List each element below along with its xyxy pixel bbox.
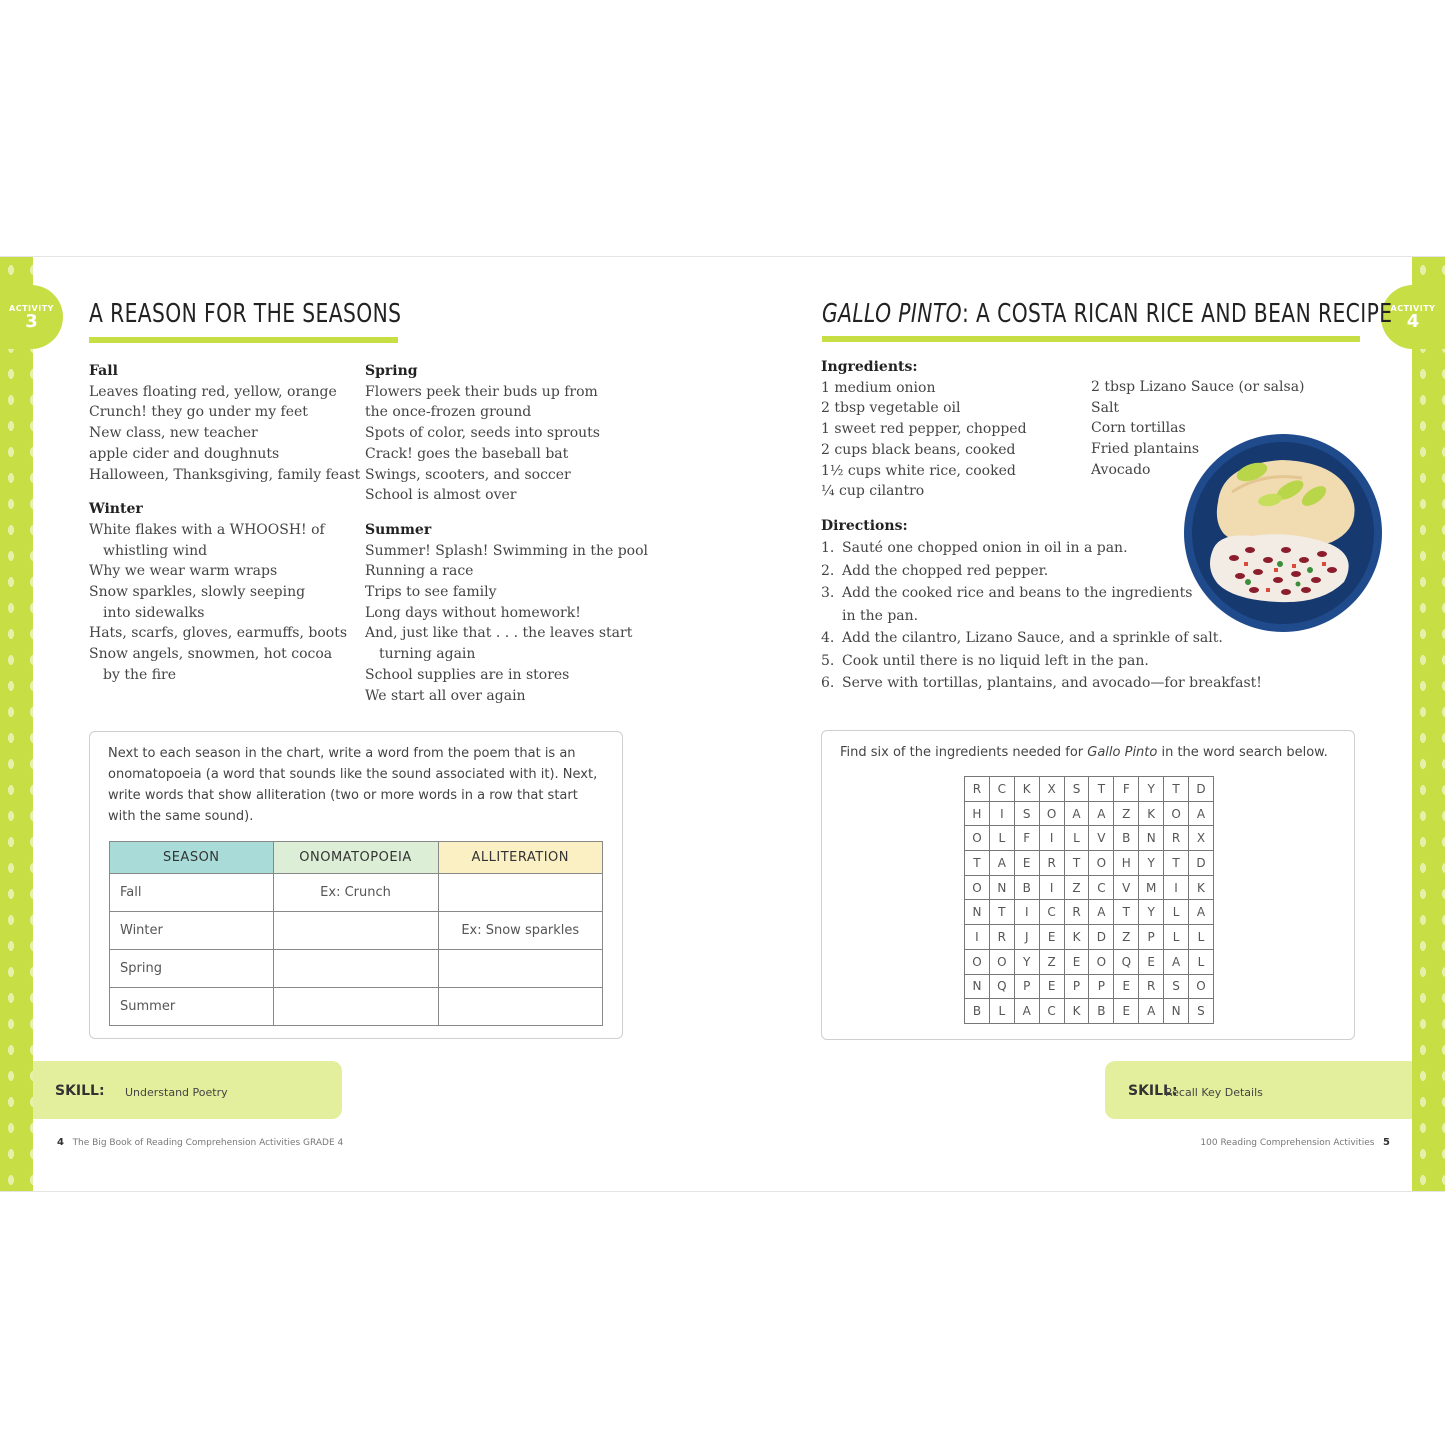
grid-letter[interactable]: M: [1139, 875, 1164, 900]
stanza-heading: Fall: [89, 363, 118, 379]
grid-letter[interactable]: Z: [1114, 801, 1139, 826]
grid-letter[interactable]: O: [1189, 974, 1214, 999]
grid-row: [965, 974, 1214, 999]
onomatopoeia-cell[interactable]: [273, 988, 438, 1026]
grid-row: [965, 999, 1214, 1024]
skill-label: SKILL:: [1128, 1083, 1178, 1099]
alliteration-cell[interactable]: [438, 950, 602, 988]
grid-letter[interactable]: A: [1139, 999, 1164, 1024]
ingredient-item: 2 tbsp vegetable oil: [821, 400, 961, 417]
grid-letter[interactable]: C: [989, 777, 1014, 802]
grid-letter[interactable]: I: [1164, 875, 1189, 900]
direction-step: 2. Add the chopped red pepper.: [821, 562, 1049, 579]
grid-row: [965, 777, 1214, 802]
grid-letter[interactable]: R: [1039, 851, 1064, 876]
activity-label: ACTIVITY: [1390, 304, 1436, 313]
footer-right: [1200, 1137, 1390, 1148]
grid-letter[interactable]: D: [1189, 851, 1214, 876]
activity-number: 4: [1406, 311, 1420, 332]
poem-line: Swings, scooters, and soccer: [365, 466, 571, 483]
grid-letter[interactable]: O: [989, 949, 1014, 974]
grid-letter[interactable]: A: [1089, 900, 1114, 925]
poem-line: Crunch! they go under my feet: [89, 404, 308, 421]
poem-line: Why we wear warm wraps: [89, 563, 278, 580]
skill-value: Understand Poetry: [125, 1086, 228, 1099]
onomatopoeia-cell[interactable]: [273, 950, 438, 988]
stanza-heading: Winter: [89, 501, 143, 518]
grid-letter[interactable]: A: [1164, 949, 1189, 974]
directions-heading-wrap: [821, 516, 908, 537]
poem-line: Crack! goes the baseball bat: [365, 445, 569, 462]
grid-letter[interactable]: P: [1064, 974, 1089, 999]
grid-letter[interactable]: Z: [1039, 949, 1064, 974]
grid-letter[interactable]: V: [1089, 826, 1114, 851]
grid-letter[interactable]: X: [1189, 826, 1214, 851]
grid-letter[interactable]: N: [1139, 826, 1164, 851]
poem-line: Hats, scarfs, gloves, earmuffs, boots: [89, 625, 348, 642]
grid-letter[interactable]: A: [1089, 801, 1114, 826]
poem-line: And, just like that . . . the leaves start: [365, 625, 633, 642]
poem-line: Spots of color, seeds into sprouts: [365, 425, 600, 442]
instructions-text: Next to each season in the chart, write a word from the poem that is an onomatopoeia (a word that sounds like the sound associated with it). Next, write words that show alliteration (two or more words in a row that start with the same sound).: [108, 746, 598, 824]
activity-label: ACTIVITY: [9, 304, 54, 313]
grid-letter[interactable]: Z: [1064, 875, 1089, 900]
grid-letter[interactable]: Y: [1014, 949, 1039, 974]
grid-letter[interactable]: E: [1114, 999, 1139, 1024]
grid-letter[interactable]: A: [989, 851, 1014, 876]
ingredient-item: Avocado: [1091, 461, 1151, 478]
grid-letter[interactable]: O: [965, 949, 990, 974]
ingredient-item: 1½ cups white rice, cooked: [821, 462, 1016, 479]
grid-letter[interactable]: L: [1189, 925, 1214, 950]
poem-line: Summer! Splash! Swimming in the pool: [365, 542, 648, 559]
table-row: [110, 988, 603, 1026]
title-underline: [89, 337, 398, 343]
grid-letter[interactable]: D: [1089, 925, 1114, 950]
grid-letter[interactable]: T: [1089, 777, 1114, 802]
grid-letter[interactable]: O: [1089, 851, 1114, 876]
table-row: [110, 874, 603, 912]
page-number: 5: [1383, 1137, 1390, 1148]
table-row: [110, 912, 603, 950]
skill-banner-left: [33, 1061, 342, 1119]
skill-banner-right: [1105, 1061, 1412, 1119]
season-chart: [109, 841, 603, 1026]
page-number: 4: [57, 1137, 64, 1148]
grid-letter[interactable]: Y: [1139, 851, 1164, 876]
grid-letter[interactable]: H: [965, 801, 990, 826]
alliteration-cell[interactable]: [438, 874, 602, 912]
stanza-heading: Summer: [365, 521, 432, 538]
grid-letter[interactable]: Q: [1114, 949, 1139, 974]
grid-letter[interactable]: F: [1114, 777, 1139, 802]
skill-value: Recall Key Details: [1165, 1086, 1263, 1099]
grid-letter[interactable]: K: [1014, 777, 1039, 802]
grid-letter[interactable]: N: [989, 875, 1014, 900]
grid-letter[interactable]: E: [1039, 974, 1064, 999]
grid-letter[interactable]: Y: [1139, 900, 1164, 925]
grid-letter[interactable]: I: [1014, 900, 1039, 925]
grid-letter[interactable]: N: [965, 974, 990, 999]
grid-letter[interactable]: R: [1139, 974, 1164, 999]
grid-letter[interactable]: O: [1164, 801, 1189, 826]
grid-letter[interactable]: Z: [1114, 925, 1139, 950]
grid-row: [965, 851, 1214, 876]
grid-letter[interactable]: N: [965, 900, 990, 925]
grid-letter[interactable]: Y: [1139, 777, 1164, 802]
ingredients-column-1: [821, 357, 1027, 502]
grid-letter[interactable]: L: [1164, 900, 1189, 925]
poem-line: Long days without homework!: [365, 604, 581, 621]
grid-letter[interactable]: S: [1164, 974, 1189, 999]
season-cell: Spring: [110, 950, 274, 988]
stanza-heading: Spring: [365, 363, 418, 379]
grid-letter[interactable]: T: [989, 900, 1014, 925]
poem-line: the once-frozen ground: [365, 404, 532, 421]
poem-line: Leaves floating red, yellow, orange: [89, 383, 337, 400]
page-title-left: A REASON FOR THE SEASONS: [89, 299, 402, 329]
grid-letter[interactable]: R: [965, 777, 990, 802]
directions-list: [821, 537, 1262, 695]
grid-letter[interactable]: L: [1064, 826, 1089, 851]
season-cell: Winter: [110, 912, 274, 950]
grid-letter[interactable]: R: [1064, 900, 1089, 925]
alliteration-cell[interactable]: Ex: Snow sparkles: [438, 912, 602, 950]
grid-letter[interactable]: I: [1039, 875, 1064, 900]
activity-number: 3: [25, 311, 38, 332]
grid-letter[interactable]: B: [1089, 999, 1114, 1024]
poem-line: School supplies are in stores: [365, 666, 570, 683]
left-decorative-stripe: [0, 257, 33, 1191]
grid-letter[interactable]: O: [965, 826, 990, 851]
footer-text: The Big Book of Reading Comprehension Activities GRADE 4: [72, 1138, 344, 1148]
title-rest: : A COSTA RICAN RICE AND BEAN RECIPE: [961, 299, 1393, 329]
grid-letter[interactable]: C: [1039, 999, 1064, 1024]
poem-line: whistling wind: [103, 542, 208, 559]
column-header-alliteration: ALLITERATION: [438, 842, 602, 874]
grid-letter[interactable]: A: [1189, 801, 1214, 826]
grid-row: [965, 875, 1214, 900]
grid-letter[interactable]: V: [1114, 875, 1139, 900]
grid-letter[interactable]: E: [1114, 974, 1139, 999]
ingredient-item: Salt: [1091, 399, 1120, 416]
grid-letter[interactable]: S: [1014, 801, 1039, 826]
grid-row: [965, 801, 1214, 826]
direction-step: 6. Serve with tortillas, plantains, and avocado—for breakfast!: [821, 675, 1262, 691]
grid-letter[interactable]: P: [1014, 974, 1039, 999]
grid-row: [965, 925, 1214, 950]
grid-letter[interactable]: K: [1064, 925, 1089, 950]
grid-letter[interactable]: F: [1014, 826, 1039, 851]
grid-letter[interactable]: E: [1064, 949, 1089, 974]
column-header-onomatopoeia: ONOMATOPOEIA: [273, 842, 438, 874]
footer-text: 100 Reading Comprehension Activities: [1200, 1138, 1375, 1148]
ingredient-item: 1 medium onion: [821, 379, 936, 396]
season-cell: Fall: [110, 874, 274, 912]
grid-letter[interactable]: I: [1039, 826, 1064, 851]
poem-column-right: [365, 361, 648, 706]
grid-letter[interactable]: L: [1189, 949, 1214, 974]
poem-line: into sidewalks: [103, 604, 205, 621]
poem-line: New class, new teacher: [89, 425, 258, 442]
grid-letter[interactable]: S: [1189, 999, 1214, 1024]
grid-letter[interactable]: E: [1139, 949, 1164, 974]
grid-letter[interactable]: B: [1014, 875, 1039, 900]
direction-step: 5. Cook until there is no liquid left in the pan.: [821, 652, 1149, 669]
ingredient-item: 1 sweet red pepper, chopped: [821, 421, 1027, 438]
ingredient-item: 2 cups black beans, cooked: [821, 441, 1016, 458]
column-header-season: SEASON: [110, 842, 274, 874]
grid-letter[interactable]: T: [1164, 851, 1189, 876]
poem-line: White flakes with a WHOOSH! of: [89, 521, 325, 538]
grid-letter[interactable]: I: [989, 801, 1014, 826]
grid-letter[interactable]: T: [1164, 777, 1189, 802]
grid-letter[interactable]: P: [1089, 974, 1114, 999]
grid-letter[interactable]: K: [1189, 875, 1214, 900]
direction-step: 4. Add the cilantro, Lizano Sauce, and a sprinkle of salt.: [821, 630, 1223, 646]
grid-letter[interactable]: O: [965, 875, 990, 900]
word-search-instructions: Find six of the ingredients needed for Gallo Pinto in the word search below.: [840, 745, 1328, 760]
poem-line: Snow sparkles, slowly seeping: [89, 584, 306, 601]
grid-row: [965, 949, 1214, 974]
grid-letter[interactable]: E: [1014, 851, 1039, 876]
grid-letter[interactable]: L: [989, 826, 1014, 851]
grid-letter[interactable]: T: [965, 851, 990, 876]
directions-heading: Directions:: [821, 518, 908, 534]
grid-letter[interactable]: B: [1114, 826, 1139, 851]
grid-letter[interactable]: H: [1114, 851, 1139, 876]
poem-line: turning again: [379, 646, 476, 663]
title-italic: GALLO PINTO: [822, 299, 962, 329]
grid-row: [965, 900, 1214, 925]
grid-letter[interactable]: B: [965, 999, 990, 1024]
grid-letter[interactable]: K: [1064, 999, 1089, 1024]
grid-letter[interactable]: S: [1064, 777, 1089, 802]
grid-letter[interactable]: C: [1039, 900, 1064, 925]
grid-letter[interactable]: A: [1189, 900, 1214, 925]
grid-letter[interactable]: Q: [989, 974, 1014, 999]
ingredient-item: ¼ cup cilantro: [821, 483, 925, 500]
title-underline: [822, 336, 1360, 342]
grid-letter[interactable]: T: [1114, 900, 1139, 925]
grid-letter[interactable]: C: [1089, 875, 1114, 900]
grid-letter[interactable]: A: [1014, 999, 1039, 1024]
skill-label: SKILL:: [55, 1083, 105, 1099]
grid-letter[interactable]: P: [1139, 925, 1164, 950]
alliteration-cell[interactable]: [438, 988, 602, 1026]
ingredient-item: Fried plantains: [1091, 441, 1200, 458]
grid-letter[interactable]: A: [1064, 801, 1089, 826]
table-row: [110, 950, 603, 988]
poem-line: We start all over again: [365, 687, 526, 704]
direction-step: 3. Add the cooked rice and beans to the ingredients: [821, 585, 1193, 601]
onomatopoeia-cell[interactable]: Ex: Crunch: [273, 874, 438, 912]
grid-letter[interactable]: O: [1039, 801, 1064, 826]
onomatopoeia-cell[interactable]: [273, 912, 438, 950]
grid-letter[interactable]: E: [1039, 925, 1064, 950]
right-decorative-stripe: [1412, 257, 1445, 1191]
grid-letter[interactable]: L: [1164, 925, 1189, 950]
grid-letter[interactable]: L: [989, 999, 1014, 1024]
grid-letter[interactable]: D: [1189, 777, 1214, 802]
poem-line: Snow angels, snowmen, hot cocoa: [89, 646, 333, 663]
season-cell: Summer: [110, 988, 274, 1026]
word-search-grid: [964, 776, 1214, 1024]
grid-letter[interactable]: T: [1064, 851, 1089, 876]
poem-line: Halloween, Thanksgiving, family feast: [89, 466, 361, 483]
grid-row: [965, 826, 1214, 851]
poem-line: Flowers peek their buds up from: [365, 383, 598, 400]
grid-letter[interactable]: K: [1139, 801, 1164, 826]
activity-badge-left: [0, 285, 63, 349]
poem-line: School is almost over: [365, 487, 517, 504]
page-title-right: [822, 299, 1392, 329]
poem-line: Trips to see family: [365, 584, 497, 601]
grid-letter[interactable]: X: [1039, 777, 1064, 802]
poem-line: apple cider and doughnuts: [89, 445, 280, 462]
grid-letter[interactable]: J: [1014, 925, 1039, 950]
grid-letter[interactable]: I: [965, 925, 990, 950]
footer-left: [57, 1137, 343, 1148]
ingredients-heading: Ingredients:: [821, 359, 918, 375]
ingredient-item: Corn tortillas: [1091, 420, 1186, 437]
poem-column-left: [89, 361, 360, 686]
ingredient-item: 2 tbsp Lizano Sauce (or salsa): [1091, 379, 1305, 395]
grid-letter[interactable]: R: [989, 925, 1014, 950]
direction-step: in the pan.: [842, 607, 919, 624]
poem-line: Running a race: [365, 563, 474, 580]
grid-letter[interactable]: O: [1089, 949, 1114, 974]
grid-letter[interactable]: R: [1164, 826, 1189, 851]
poem-line: by the fire: [103, 666, 177, 683]
grid-letter[interactable]: N: [1164, 999, 1189, 1024]
direction-step: 1. Sauté one chopped onion in oil in a pan.: [821, 540, 1128, 556]
